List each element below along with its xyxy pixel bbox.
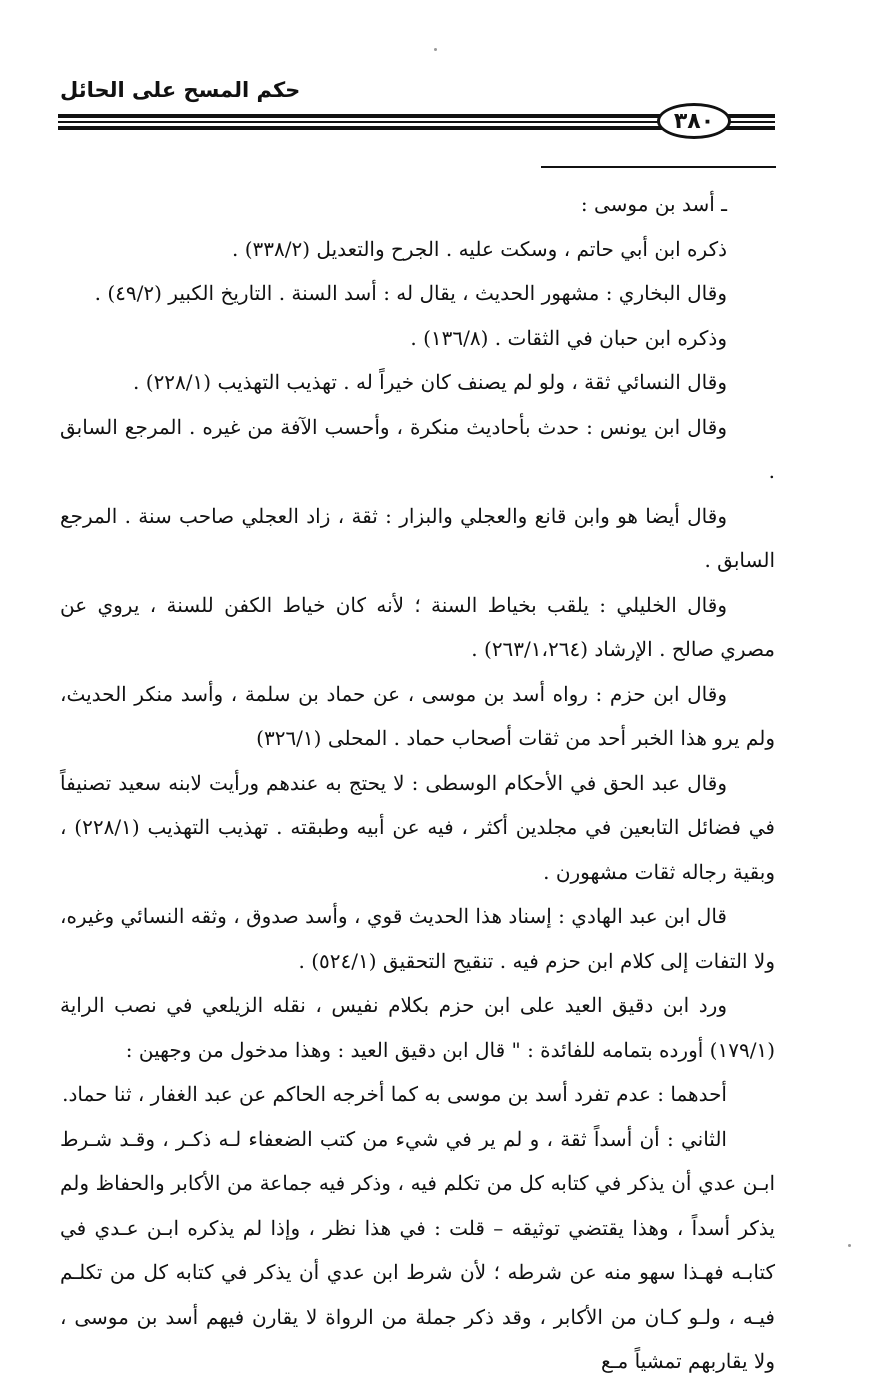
page-number-badge [657,103,731,139]
paragraph: وقال النسائي ثقة ، ولو لم يصنف كان خيراً له . تهذيب التهذيب (٢٢٨/١) . [133,370,727,394]
paragraph: أحدهما : عدم تفرد أسد بن موسى به كما أخرجه الحاكم عن عبد الغفار ، ثنا حماد. [62,1082,727,1106]
paragraph: قال ابن عبد الهادي : إسناد هذا الحديث قوي ، وأسد صدوق ، وثقه النسائي وغيره، ولا التفات إلى كلام ابن حزم فيه . تنقيح التحقيق (٥٢٤/١) . [60,904,775,973]
paragraph: ذكره ابن أبي حاتم ، وسكت عليه . الجرح والتعديل (٣٣٨/٢) . [232,236,727,261]
running-title: حكم المسح على الحائل [60,78,301,102]
page-number: ٣٨٠ [673,108,715,134]
paragraph: وقال ابن يونس : حدث بأحاديث منكرة ، وأحسب الآفة من غيره . المرجع السابق . [60,414,775,483]
paragraph: الثاني : أن أسداً ثقة ، و لم ير في شيء من كتب الضعفاء لـه ذكـر ، وقـد شـرط ابـن عدي أن يذكر في كتابه كل من تكلم فيه ، وذكر فيه جماعة من الأكابر والحفاظ ولم يذكر أسداً ، وهذا يقتضي توثيقه – قلت : في هذا نظر ، وإذا لم يذكره ابـن عـدي في كتابـه فهـذا سهو منه عن شرطه ؛ لأن شرط ابن عدي أن يذكر في كتابه كل من تكلـم فيـه ، ولـو كـان من الأكابر ، وقد ذكر جملة من الرواة لا يقارن فيهم أسد بن موسى ، ولا يقاربهم تمشياً مـع [60,1126,776,1373]
scan-speck [434,48,437,51]
paragraph: ـ أسد بن موسى : [580,192,727,216]
paragraph: ورد ابن دقيق العيد على ابن حزم بكلام نفيس ، نقله الزيلعي في نصب الراية (١٧٩/١) أورده بتمامه للفائدة : " قال ابن دقيق العيد : وهذا مدخول من وجهين : [60,993,775,1062]
scan-speck [848,1244,851,1247]
paragraph: وقال ابن حزم : رواه أسد بن موسى ، عن حماد بن سلمة ، وأسد منكر الحديث، ولم يرو هذا الخبر أحد من ثقات أصحاب حماد . المحلى (٣٢٦/١) [60,681,775,750]
paragraph: وقال عبد الحق في الأحكام الوسطى : لا يحتج به عندهم ورأيت لابنه سعيد تصنيفاً في فضائل التابعين في مجلدين أكثر ، فيه عن أبيه وطبقته . تهذيب التهذيب (٢٢٨/١) ، وبقية رجاله ثقات مشهورن . [60,770,775,884]
paragraph: وذكره ابن حبان في الثقات . (١٣٦/٨) . [410,325,727,350]
section-separator [541,166,776,168]
paragraph: وقال البخاري : مشهور الحديث ، يقال له : أسد السنة . التاريخ الكبير (٤٩/٢) . [94,281,727,305]
paragraph: وقال الخليلي : يلقب بخياط السنة ؛ لأنه كان خياط الكفن للسنة ، يروي عن مصري صالح . الإرشاد (٢٦٣/١،٢٦٤) . [60,592,775,661]
body-text [60,182,775,1384]
paragraph: وقال أيضا هو وابن قانع والعجلي والبزار : ثقة ، زاد العجلي صاحب سنة . المرجع السابق . [60,503,775,572]
